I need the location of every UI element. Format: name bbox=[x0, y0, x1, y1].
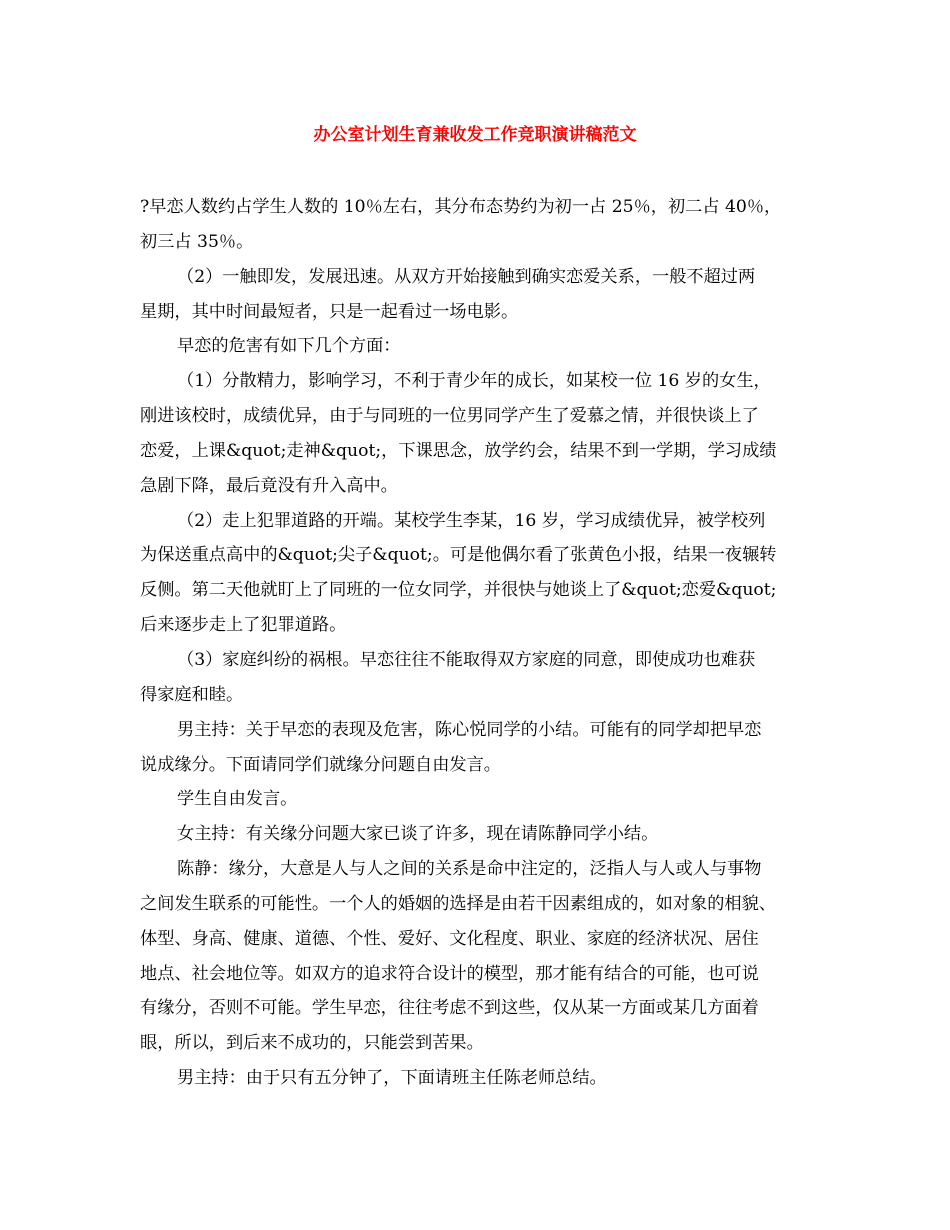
text-line: 地点、社会地位等。如双方的追求符合设计的模型，那才能有结合的可能，也可说 bbox=[140, 963, 759, 984]
text-line: 急剧下降，最后竟没有升入高中。 bbox=[140, 475, 398, 496]
text-line: （2）走上犯罪道路的开端。某校学生李某，16 岁，学习成绩优异，被学校列 bbox=[177, 510, 766, 531]
text-line: 有缘分，否则不可能。学生早恋，往往考虑不到这些，仅从某一方面或某几方面着 bbox=[140, 998, 759, 1019]
text-line: 初三占 35％。 bbox=[140, 231, 254, 252]
paragraph bbox=[140, 852, 820, 1061]
paragraph bbox=[140, 260, 820, 330]
text-line: 后来逐步走上了犯罪道路。 bbox=[140, 615, 347, 636]
text-line: 恋爱，上课&quot;走神&quot;，下课思念，放学约会，结果不到一学期，学习成绩 bbox=[140, 440, 777, 461]
text-line: （2）一触即发，发展迅速。从双方开始接触到确实恋爱关系，一般不超过两 bbox=[177, 266, 756, 287]
paragraph bbox=[140, 817, 820, 852]
text-line: 星期，其中时间最短者，只是一起看过一场电影。 bbox=[140, 301, 519, 322]
text-line: 男主持：由于只有五分钟了，下面请班主任陈老师总结。 bbox=[177, 1068, 607, 1089]
paragraph bbox=[140, 1061, 820, 1096]
text-line: 得家庭和睦。 bbox=[140, 684, 244, 705]
text-line: 为保送重点高中的&quot;尖子&quot;。可是他偶尔看了张黄色小报，结果一夜辗转 bbox=[140, 545, 777, 566]
text-line: （3）家庭纠纷的祸根。早恋往往不能取得双方家庭的同意，即使成功也难获 bbox=[177, 649, 756, 670]
text-line: ?早恋人数约占学生人数的 10％左右，其分布态势约为初一占 25％，初二占 40％， bbox=[140, 197, 782, 217]
paragraph bbox=[140, 713, 820, 783]
paragraph bbox=[140, 329, 820, 364]
text-line: 反侧。第二天他就盯上了同班的一位女同学，并很快与她谈上了&quot;恋爱&quot; bbox=[140, 580, 777, 601]
text-line: 之间发生联系的可能性。一个人的婚姻的选择是由若干因素组成的，如对象的相貌、 bbox=[140, 893, 776, 914]
text-line: 眼，所以，到后来不成功的，只能尝到苦果。 bbox=[140, 1033, 484, 1054]
paragraph bbox=[140, 643, 820, 713]
text-line: 陈静：缘分，大意是人与人之间的关系是命中注定的，泛指人与人或人与事物 bbox=[177, 859, 762, 880]
text-line: 女主持：有关缘分问题大家已谈了许多，现在请陈静同学小结。 bbox=[177, 824, 659, 845]
document-body bbox=[140, 190, 820, 1096]
document-title: 办公室计划生育兼收发工作竞职演讲稿范文 bbox=[313, 125, 637, 145]
text-line: 刚进该校时，成绩优异，由于与同班的一位男同学产生了爱慕之情，并很快谈上了 bbox=[140, 406, 759, 427]
paragraph bbox=[140, 782, 820, 817]
text-line: 体型、身高、健康、道德、个性、爱好、文化程度、职业、家庭的经济状况、居住 bbox=[140, 928, 759, 949]
text-line: 早恋的危害有如下几个方面： bbox=[177, 336, 401, 357]
text-line: 说成缘分。下面请同学们就缘分问题自由发言。 bbox=[140, 754, 501, 775]
paragraph bbox=[140, 190, 820, 260]
paragraph bbox=[140, 364, 820, 503]
text-line: （1）分散精力，影响学习，不利于青少年的成长，如某校一位 16 岁的女生， bbox=[177, 371, 771, 392]
text-line: 男主持：关于早恋的表现及危害，陈心悦同学的小结。可能有的同学却把早恋 bbox=[177, 719, 762, 740]
paragraph bbox=[140, 504, 820, 643]
text-line: 学生自由发言。 bbox=[177, 789, 298, 810]
